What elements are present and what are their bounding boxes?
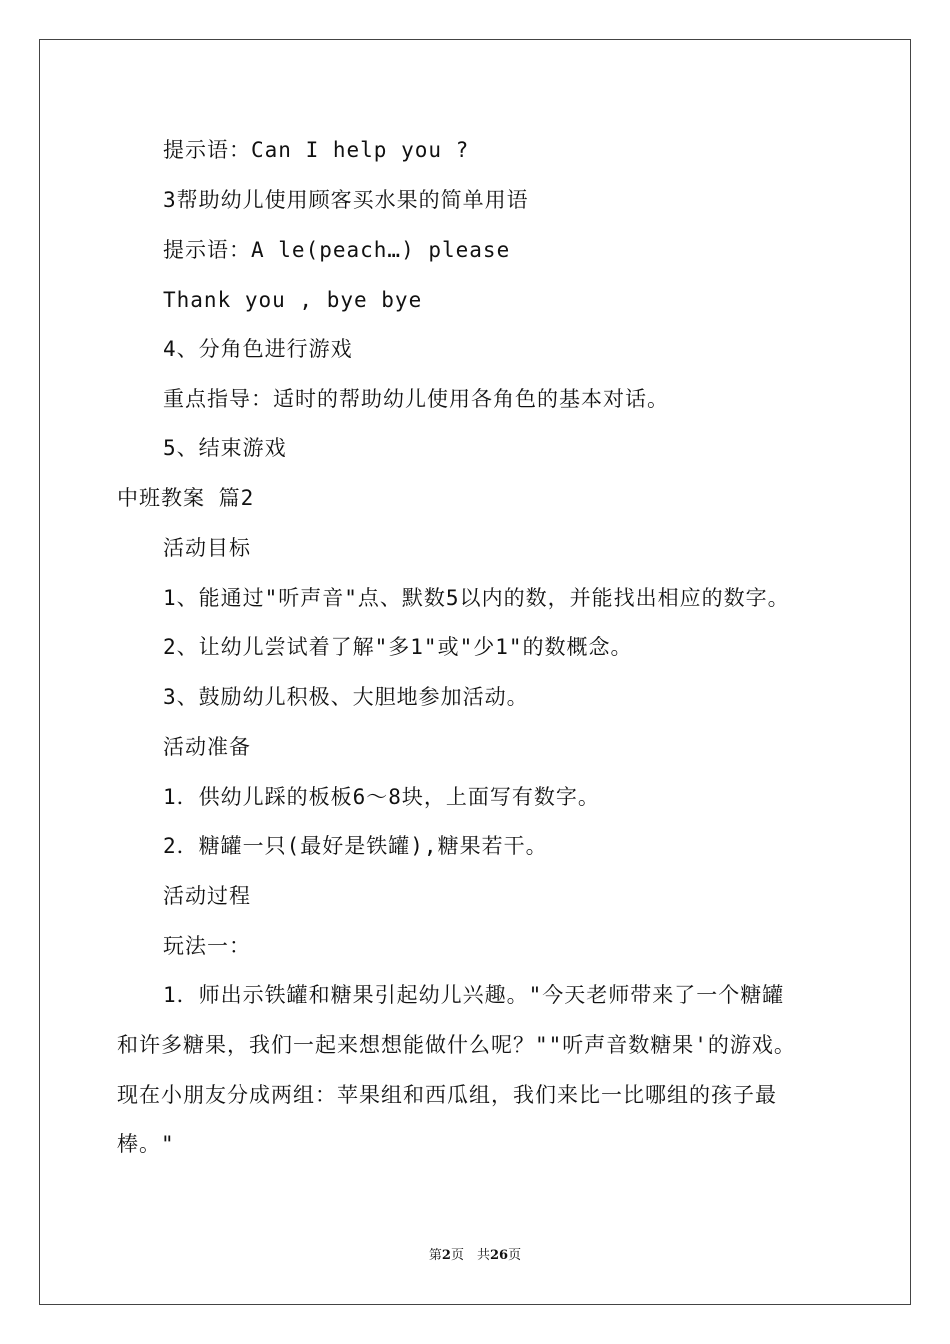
section-heading: 中班教案 篇2 [117, 486, 255, 510]
paragraph-line-3: 现在小朋友分成两组：苹果组和西瓜组，我们来比一比哪组的孩子最 [117, 1083, 777, 1107]
footer-page-prefix: 第 [428, 1248, 442, 1263]
paragraph-line-2: 和许多糖果，我们一起来想想能做什么呢？""听声音数糖果'的游戏。 [117, 1033, 796, 1057]
page-border [39, 39, 911, 1305]
paragraph-line-1: 1．师出示铁罐和糖果引起幼儿兴趣。"今天老师带来了一个糖罐 [163, 983, 785, 1007]
prep-2-line: 2．糖罐一只(最好是铁罐),糖果若干。 [163, 834, 548, 858]
method-1-heading: 玩法一： [163, 934, 251, 958]
step-4-line: 4、分角色进行游戏 [163, 337, 353, 361]
goal-3-line: 3、鼓励幼儿积极、大胆地参加活动。 [163, 685, 529, 709]
activity-goals-heading: 活动目标 [163, 536, 251, 560]
footer-current-page: 2 [441, 1248, 451, 1263]
page-footer [0, 1247, 950, 1265]
thank-you-line: Thank you , bye bye [163, 288, 423, 312]
key-guidance-line: 重点指导：适时的帮助幼儿使用各角色的基本对话。 [163, 387, 669, 411]
goal-2-line: 2、让幼儿尝试着了解"多1"或"少1"的数概念。 [163, 635, 633, 659]
step-5-line: 5、结束游戏 [163, 436, 287, 460]
paragraph-line-4: 棒。" [117, 1132, 175, 1156]
prompt-line-apple: 提示语：A le(peach…) please [163, 238, 511, 262]
goal-1-line: 1、能通过"听声音"点、默数5以内的数，并能找出相应的数字。 [163, 586, 790, 610]
footer-page-mid: 页 共 [450, 1248, 490, 1263]
activity-process-heading: 活动过程 [163, 884, 251, 908]
footer-page-suffix: 页 [508, 1248, 522, 1263]
step-3-line: 3帮助幼儿使用顾客买水果的简单用语 [163, 188, 529, 212]
prompt-line-can-i-help: 提示语：Can I help you ? [163, 138, 470, 162]
activity-prep-heading: 活动准备 [163, 735, 251, 759]
prep-1-line: 1．供幼儿踩的板板6～8块，上面写有数字。 [163, 785, 600, 809]
footer-total-pages: 26 [489, 1248, 509, 1263]
